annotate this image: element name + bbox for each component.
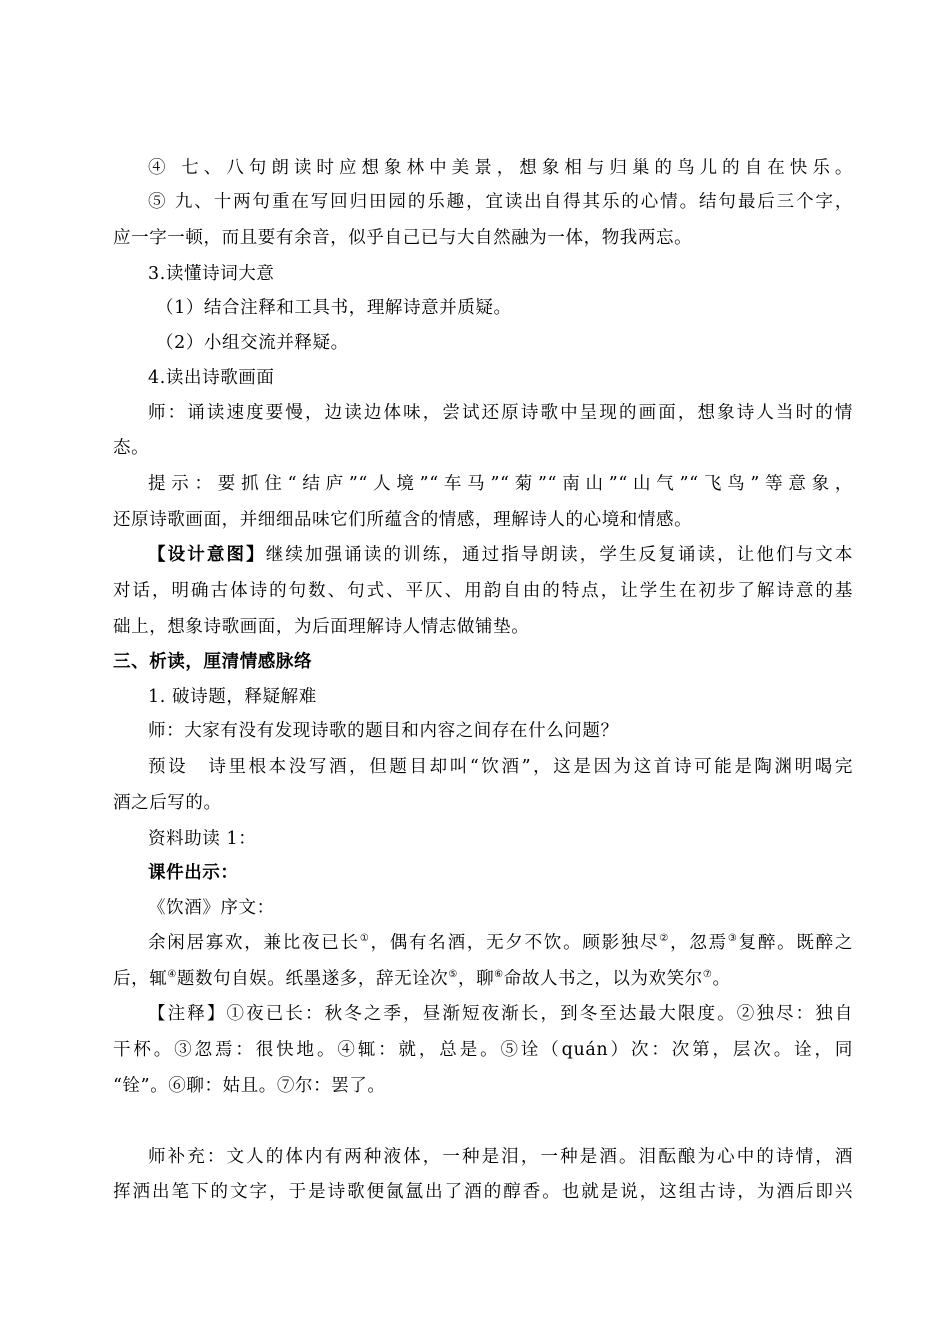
- paragraph-material: 资料助读 1：: [148, 829, 257, 849]
- paragraph-teacher1-line2: 态。: [113, 438, 150, 458]
- preface-text: 。: [712, 969, 731, 989]
- footnote-marker: ③: [727, 933, 739, 944]
- design-intent-label: 【设计意图】: [148, 545, 266, 565]
- notes-line1: 【注释】①夜已长：秋冬之季，昼渐短夜渐长，到冬至达最大限度。②独尽：独自: [148, 1004, 853, 1024]
- footnote-marker: ⑤: [448, 969, 458, 980]
- footnote-marker: ①: [359, 933, 371, 944]
- notes-line2: 干杯。③忽焉：很快地。④辄：就，总是。⑤诠（quán）次：次第，层次。诠，同: [113, 1040, 853, 1060]
- preface-text: 余闲居寡欢，兼比夜已长: [148, 933, 360, 953]
- paragraph-teacher2: 师：大家有没有发现诗歌的题目和内容之间存在什么问题？: [148, 721, 619, 741]
- preface-text: 后，辄: [113, 969, 168, 989]
- footnote-marker: ⑥: [494, 969, 504, 980]
- preface-text: 复醉。既醉之: [738, 933, 853, 953]
- preface-text: ，聊: [457, 969, 495, 989]
- section-heading-3: 三、析读，厘清情感脉络: [113, 652, 313, 672]
- paragraph-preset-line1: 预设 诗里根本没写酒，但题目却叫“饮酒”，这是因为这首诗可能是陶渊明喝完: [148, 757, 853, 777]
- paragraph-step3-2: （2）小组交流并释疑。: [156, 333, 349, 353]
- paragraph-design-line3: 础上，想象诗歌画面，为后面理解诗人情志做铺垫。: [113, 617, 530, 637]
- paragraph-hint-line2: 还原诗歌画面，并细细品味它们所蕴含的情感，理解诗人的心境和情感。: [113, 510, 693, 530]
- heading-step3: 3.读懂诗词大意: [148, 264, 275, 284]
- preface-text: ，忽焉: [670, 933, 728, 953]
- preface-text: ，偶有名酒，无夕不饮。顾影独尽: [370, 933, 660, 953]
- heading-step1: 1. 破诗题，释疑解难: [148, 687, 317, 707]
- paragraph-teacher1-line1: 师：诵读速度要慢，边读边体味，尝试还原诗歌中呈现的画面，想象诗人当时的情: [148, 403, 853, 423]
- heading-courseware: 课件出示：: [148, 863, 239, 883]
- preface-title: 《饮酒》序文：: [148, 898, 275, 918]
- paragraph-preset-line2: 酒之后写的。: [113, 793, 222, 813]
- paragraph-item4: ④ 七、八句朗读时应想象林中美景，想象相与归巢的鸟儿的自在快乐。: [148, 158, 853, 178]
- paragraph-item5-line1: ⑤ 九、十两句重在写回归田园的乐趣，宜读出自得其乐的心情。结句最后三个字，: [148, 192, 853, 212]
- footnote-marker: ④: [167, 969, 177, 980]
- paragraph-design-line2: 对话，明确古体诗的句数、句式、平仄、用韵自由的特点，让学生在初步了解诗意的基: [113, 581, 853, 601]
- paragraph-supplement-line1: 师补充：文人的体内有两种液体，一种是泪，一种是酒。泪酝酿为心中的诗情，酒: [148, 1147, 853, 1167]
- paragraph-step3-1: （1）结合注释和工具书，理解诗意并质疑。: [156, 298, 512, 318]
- preface-line1: [148, 931, 853, 955]
- preface-text: 题数句自娱。纸墨遂多，辞无诠次: [176, 969, 449, 989]
- preface-text: 命故人书之，以为欢笑尔: [503, 969, 703, 989]
- preface-line2: [113, 967, 853, 991]
- paragraph-hint-line1: 提示：要抓住“结庐”“人境”“车马”“菊”“南山”“山气”“飞鸟”等意象，: [148, 474, 853, 494]
- design-intent-text: 继续加强诵读的训练，通过指导朗读，学生反复诵读，让他们与文本: [265, 545, 854, 565]
- heading-step4: 4.读出诗歌画面: [148, 368, 275, 388]
- paragraph-design-line1: [148, 543, 853, 567]
- paragraph-supplement-line2: 挥洒出笔下的文字，于是诗歌便氤氲出了酒的醇香。也就是说，这组古诗，为酒后即兴: [113, 1182, 853, 1202]
- footnote-marker: ⑦: [702, 969, 713, 980]
- footnote-marker: ②: [659, 933, 671, 944]
- paragraph-item5-line2: 应一字一顿，而且要有余音，似乎自己已与大自然融为一体，物我两忘。: [113, 228, 693, 248]
- notes-line3: “铨”。⑥聊：姑且。⑦尔：罢了。: [113, 1076, 386, 1096]
